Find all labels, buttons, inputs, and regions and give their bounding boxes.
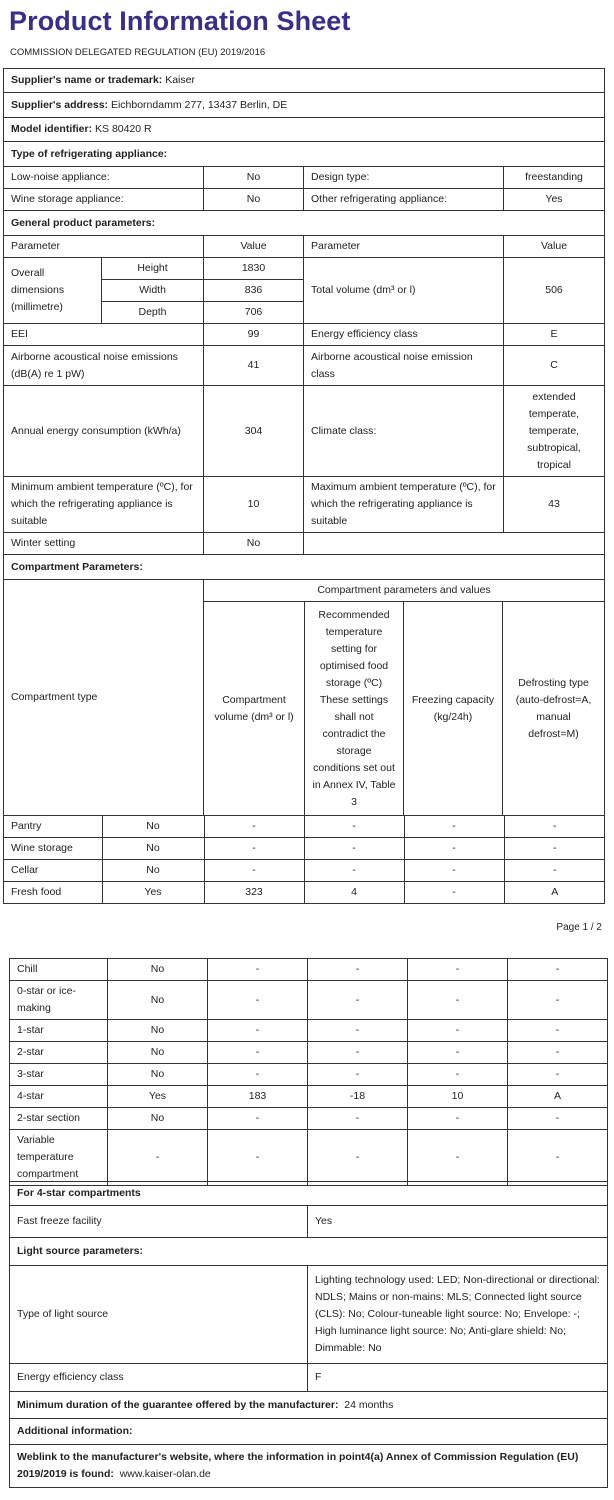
- row-name: Variable temperature compartment: [10, 1130, 108, 1186]
- row-volume: -: [204, 860, 304, 882]
- low-noise-label: Low-noise appliance:: [4, 167, 204, 189]
- other-appliance-value: Yes: [504, 189, 605, 211]
- row-defrost: -: [508, 1108, 608, 1130]
- row-freeze: -: [408, 1020, 508, 1042]
- row-name: 3-star: [10, 1064, 108, 1086]
- general-params-heading: General product parameters:: [4, 211, 605, 236]
- light-type-value: Lighting technology used: LED; Non-directional or directional: NDLS; Mains or non-mains: MLS; Connected light source (CLS): No; Colour-tuneable light source: No; Envelope: -; High luminance light source: No; Anti-glare shield: No; Dimmable: No: [308, 1266, 608, 1364]
- row-volume: -: [208, 1064, 308, 1086]
- row-defrost: -: [508, 959, 608, 981]
- wine-storage-label: Wine storage appliance:: [4, 189, 204, 211]
- row-volume: -: [208, 1108, 308, 1130]
- row-volume: 323: [204, 882, 304, 904]
- defrost-header: Defrosting type (auto-defrost=A, manual defrost=M): [503, 602, 605, 815]
- compartment-table-page2: [9, 958, 608, 1186]
- row-volume: -: [204, 838, 304, 860]
- total-volume-label: Total volume (dm³ or l): [304, 258, 504, 324]
- light-source-heading: Light source parameters:: [10, 1238, 608, 1266]
- row-defrost: -: [508, 1064, 608, 1086]
- row-name: 2-star: [10, 1042, 108, 1064]
- design-type-value: freestanding: [504, 167, 605, 189]
- climate-class-label: Climate class:: [304, 386, 504, 477]
- row-name: Chill: [10, 959, 108, 981]
- row-temp: -: [304, 816, 404, 838]
- row-volume: -: [208, 1130, 308, 1186]
- design-type-label: Design type:: [304, 167, 504, 189]
- light-type-label: Type of light source: [10, 1266, 308, 1364]
- additional-info-heading: Additional information:: [10, 1419, 608, 1445]
- row-freeze: -: [404, 816, 504, 838]
- width-label: Width: [102, 280, 204, 302]
- min-temp-label: Minimum ambient temperature (ºC), for which the refrigerating appliance is suitable: [4, 477, 204, 533]
- compartment-group-header: Compartment parameters and values: [204, 580, 605, 602]
- winter-setting-label: Winter setting: [4, 533, 204, 555]
- row-present: No: [102, 860, 204, 882]
- supplier-name-label: Supplier's name or trademark:: [11, 74, 163, 86]
- row-present: No: [108, 1020, 208, 1042]
- row-present: -: [108, 1130, 208, 1186]
- model-label: Model identifier:: [11, 123, 93, 135]
- annual-energy-value: 304: [204, 386, 304, 477]
- regulation-subtitle: COMMISSION DELEGATED REGULATION (EU) 2019/2016: [10, 47, 266, 58]
- row-defrost: A: [508, 1086, 608, 1108]
- supplier-address-row: [4, 93, 605, 118]
- max-temp-value: 43: [504, 477, 605, 533]
- row-name: 4-star: [10, 1086, 108, 1108]
- row-freeze: -: [408, 959, 508, 981]
- overall-dimensions-label: Overall dimensions (millimetre): [4, 258, 102, 324]
- value-header: Value: [204, 236, 304, 258]
- row-present: No: [102, 816, 204, 838]
- row-name: Fresh food: [4, 882, 102, 904]
- guarantee-label: Minimum duration of the guarantee offered by the manufacturer:: [17, 1398, 339, 1411]
- noise-label: Airborne acoustical noise emissions (dB(A) re 1 pW): [4, 346, 204, 386]
- row-present: No: [108, 1064, 208, 1086]
- row-name: 1-star: [10, 1020, 108, 1042]
- low-noise-value: No: [204, 167, 304, 189]
- row-temp: -: [308, 981, 408, 1020]
- row-present: No: [108, 959, 208, 981]
- height-label: Height: [102, 258, 204, 280]
- total-volume-value: 506: [504, 258, 605, 324]
- row-name: 2-star section: [10, 1108, 108, 1130]
- model-identifier: KS 80420 R: [95, 123, 152, 135]
- guarantee-value: 24 months: [344, 1398, 394, 1411]
- height-value: 1830: [204, 258, 304, 280]
- product-info-table: [3, 68, 605, 904]
- row-defrost: -: [504, 816, 605, 838]
- row-volume: 183: [208, 1086, 308, 1108]
- freezing-header: Freezing capacity (kg/24h): [404, 602, 503, 815]
- compartment-type-header: Compartment type: [4, 580, 204, 816]
- row-temp: -: [308, 1042, 408, 1064]
- supplier-name: Kaiser: [165, 74, 195, 86]
- volume-header: Compartment volume (dm³ or l): [204, 602, 305, 815]
- row-freeze: -: [404, 838, 504, 860]
- supplier-name-row: [4, 69, 605, 93]
- row-defrost: -: [504, 860, 605, 882]
- row-freeze: -: [404, 860, 504, 882]
- row-temp: 4: [304, 882, 404, 904]
- weblink-label: Weblink to the manufacturer's website, where the information in point4(a) Annex of Commission Regulation (EU) 2019/2019 is found:: [17, 1451, 579, 1480]
- guarantee-row: [10, 1392, 608, 1419]
- depth-label: Depth: [102, 302, 204, 324]
- appliance-type-heading: Type of refrigerating appliance:: [4, 142, 605, 167]
- climate-class-value: extended temperate, temperate, subtropical, tropical: [504, 386, 605, 477]
- row-temp: -: [308, 1108, 408, 1130]
- page-title: Product Information Sheet: [9, 6, 351, 36]
- row-present: No: [102, 838, 204, 860]
- min-temp-value: 10: [204, 477, 304, 533]
- supplier-address-label: Supplier's address:: [11, 98, 109, 111]
- row-volume: -: [208, 981, 308, 1020]
- noise-value: 41: [204, 346, 304, 386]
- row-temp: -: [308, 1020, 408, 1042]
- row-defrost: -: [508, 1042, 608, 1064]
- row-defrost: A: [504, 882, 605, 904]
- model-row: [4, 118, 605, 142]
- value-header-right: Value: [504, 236, 605, 258]
- light-class-value: F: [308, 1364, 608, 1392]
- row-defrost: -: [508, 1020, 608, 1042]
- weblink[interactable]: www.kaiser-olan.de: [119, 1468, 211, 1480]
- row-present: No: [108, 1108, 208, 1130]
- annual-energy-label: Annual energy consumption (kWh/a): [4, 386, 204, 477]
- row-defrost: -: [504, 838, 605, 860]
- supplier-address: Eichborndamm 277, 13437 Berlin, DE: [110, 98, 288, 111]
- wine-storage-value: No: [204, 189, 304, 211]
- row-temp: -: [304, 838, 404, 860]
- winter-setting-value: No: [204, 533, 304, 555]
- width-value: 836: [204, 280, 304, 302]
- row-temp: -18: [308, 1086, 408, 1108]
- param-header: Parameter: [4, 236, 204, 258]
- row-name: 0-star or ice-making: [10, 981, 108, 1020]
- eei-value: 99: [204, 324, 304, 346]
- noise-class-value: C: [504, 346, 605, 386]
- energy-class-label: Energy efficiency class: [304, 324, 504, 346]
- four-star-heading: For 4-star compartments: [10, 1182, 608, 1206]
- depth-value: 706: [204, 302, 304, 324]
- fast-freeze-label: Fast freeze facility: [10, 1206, 308, 1238]
- noise-class-label: Airborne acoustical noise emission class: [304, 346, 504, 386]
- energy-class-value: E: [504, 324, 605, 346]
- page-number: Page 1 / 2: [556, 922, 602, 933]
- row-temp: -: [308, 959, 408, 981]
- compartment-params-heading: Compartment Parameters:: [4, 555, 605, 580]
- other-appliance-label: Other refrigerating appliance:: [304, 189, 504, 211]
- row-present: No: [108, 981, 208, 1020]
- row-volume: -: [208, 1020, 308, 1042]
- row-volume: -: [204, 816, 304, 838]
- row-freeze: -: [404, 882, 504, 904]
- row-volume: -: [208, 1042, 308, 1064]
- additional-info-table: [9, 1181, 608, 1488]
- row-freeze: -: [408, 981, 508, 1020]
- row-freeze: -: [408, 1064, 508, 1086]
- row-freeze: -: [408, 1108, 508, 1130]
- row-freeze: -: [408, 1042, 508, 1064]
- row-freeze: -: [408, 1130, 508, 1186]
- compartment-subheaders: [204, 602, 604, 815]
- row-temp: -: [308, 1064, 408, 1086]
- weblink-row: [10, 1445, 608, 1488]
- fast-freeze-value: Yes: [308, 1206, 608, 1238]
- row-name: Pantry: [4, 816, 102, 838]
- row-defrost: -: [508, 981, 608, 1020]
- row-temp: -: [304, 860, 404, 882]
- row-present: Yes: [102, 882, 204, 904]
- row-name: Wine storage: [4, 838, 102, 860]
- max-temp-label: Maximum ambient temperature (ºC), for which the refrigerating appliance is suitable: [304, 477, 504, 533]
- eei-label: EEI: [4, 324, 204, 346]
- row-present: Yes: [108, 1086, 208, 1108]
- row-name: Cellar: [4, 860, 102, 882]
- compartment-rows-page1: [4, 816, 605, 903]
- temperature-header: Recommended temperature setting for optimised food storage (ºC) These settings shall not contradict the storage conditions set out in Annex IV, Table 3: [305, 602, 404, 815]
- param-header-right: Parameter: [304, 236, 504, 258]
- row-freeze: 10: [408, 1086, 508, 1108]
- row-temp: -: [308, 1130, 408, 1186]
- light-class-label: Energy efficiency class: [10, 1364, 308, 1392]
- row-defrost: -: [508, 1130, 608, 1186]
- row-volume: -: [208, 959, 308, 981]
- row-present: No: [108, 1042, 208, 1064]
